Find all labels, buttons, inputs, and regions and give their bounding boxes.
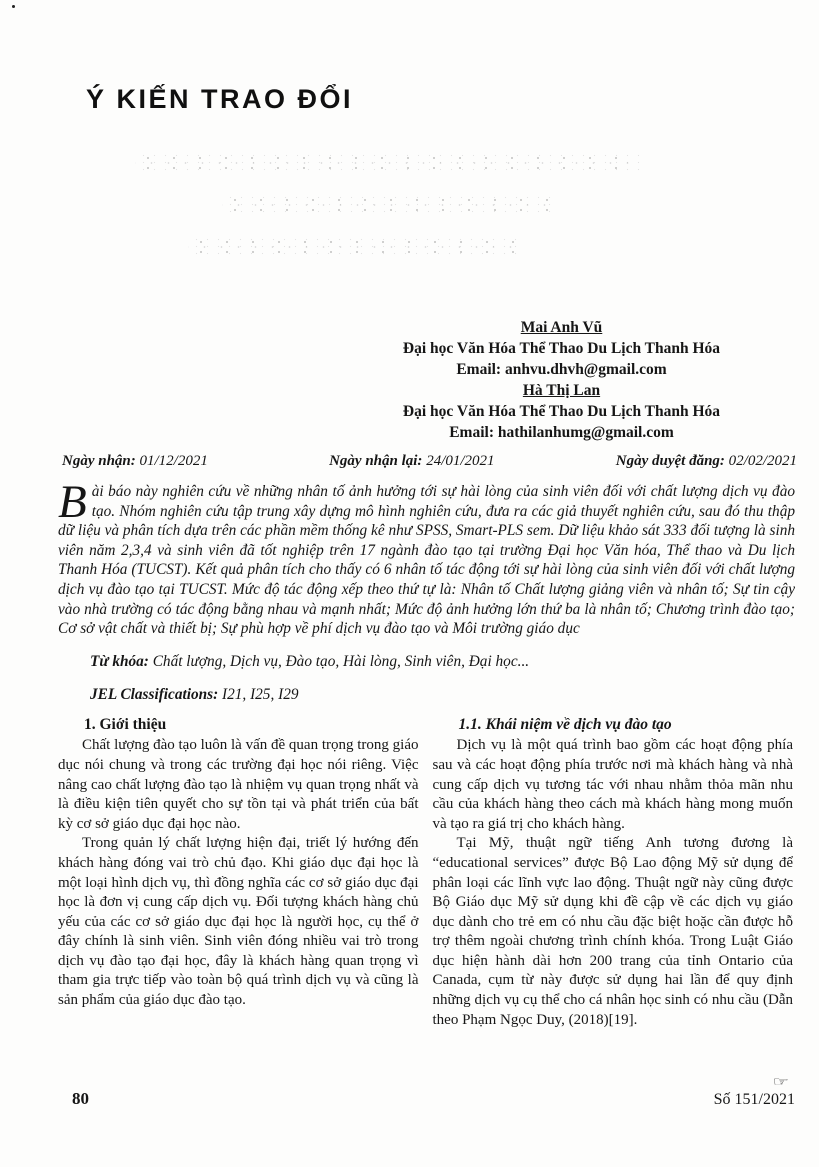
- faded-title-line: [222, 193, 557, 217]
- date-accepted-value: 02/02/2021: [724, 453, 797, 469]
- issue-number: Số 151/2021: [713, 1091, 795, 1108]
- jel-text: I21, I25, I29: [218, 685, 299, 703]
- jel-label: JEL Classifications:: [90, 685, 219, 703]
- author-name: Hà Thị Lan: [522, 382, 601, 399]
- faded-title-line: [135, 151, 640, 175]
- author-affiliation: Đại học Văn Hóa Thể Thao Du Lịch Thanh Hóa: [402, 340, 721, 357]
- body-paragraph: Dịch vụ là một quá trình bao gồm các hoạt động phía sau và các hoạt động phía trước nơi mà khách hàng và nhà cung cấp dịch vụ tương tác với nhau nhằm thỏa mãn nhu cầu của khách hàng theo cách mà khách hàng mong muốn và tạo ra giá trị cho khách hàng.: [432, 737, 793, 832]
- left-column: [58, 715, 419, 1031]
- abstract: [58, 476, 795, 639]
- faded-title-line: [188, 235, 523, 259]
- date-revised-value: 24/01/2021: [422, 453, 495, 469]
- two-column-body: [58, 715, 793, 1031]
- dates-row: [62, 453, 797, 470]
- author-name: Mai Anh Vũ: [520, 319, 603, 336]
- right-column: [433, 715, 794, 1031]
- abstract-text: ài báo này nghiên cứu về những nhân tố ảnh hưởng tới sự hài lòng của sinh viên đối với chất lượng dịch vụ đào tạo. Nhóm nghiên cứu tập trung xây dựng mô hình nghiên cứu, đưa ra các giả thuyết nghiên cứu, sau đó thu thập dữ liệu và phân tích dựa trên các phần mềm thống kê như SPSS, Smart-PLS sem. Dữ liệu khảo sát 333 đối tượng là sinh viên năm 2,3,4 và sinh viên đã tốt nghiệp trên 17 ngành đào tạo tại trường Đại học Văn hóa, Thể thao và Du lịch Thanh Hóa (TUCST). Kết quả phân tích cho thấy có 6 nhân tố tác động tới sự hài lòng của sinh viên đối với chất lượng dịch vụ đào tạo tại TUCST. Mức độ tác động xếp theo thứ tự là: Nhân tố Chất lượng giảng viên và nhân tố; Sự tin cậy vào nhà trường có tác động bằng nhau và mạnh nhất; Mức độ ảnh hưởng lớn thứ ba là nhân tố; Chương trình đào tạo; Cơ sở vật chất và thiết bị; Sự phù hợp về phí dịch vụ đào tạo và Môi trường giáo dục: [58, 483, 795, 638]
- keywords-label: Từ khóa:: [90, 652, 149, 670]
- keywords-line: [90, 651, 795, 672]
- section-title: Ý KIẾN TRAO ĐỔI: [86, 84, 354, 114]
- abstract-dropcap: B: [58, 476, 87, 528]
- author-email: Email: anhvu.dhvh@gmail.com: [456, 361, 667, 378]
- date-accepted-label: Ngày duyệt đăng:: [615, 453, 725, 469]
- body-paragraph: Tại Mỹ, thuật ngữ tiếng Anh tương đương là “educational services” được Bộ Lao động Mỹ sử dụng để phân loại các lĩnh vực lao động. Thuật ngữ này cũng được Bộ Giáo dục Mỹ sử dụng khi đề cập về các dịch vụ giáo dục dành cho trẻ em có nhu cầu đặc biệt hoặc cần được hỗ trợ thêm ngoài chương trình chính khóa. Trong Luật Giáo dục hiện hành dài hơn 200 trang của tỉnh Ontario của Canada, cụm từ này được sử dụng hai lần để quy định những dịch vụ cụ thể cho cá nhân học sinh có nhu cầu (Dẫn theo Phạm Ngọc Duy, (2018)[19].: [432, 835, 793, 1028]
- date-received-value: 01/12/2021: [135, 453, 208, 469]
- date-revised: [329, 453, 494, 470]
- footer-issue-block: [714, 1072, 795, 1109]
- author-email: Email: hathilanhumg@gmail.com: [449, 424, 674, 441]
- date-revised-label: Ngày nhận lại:: [329, 453, 423, 469]
- scan-speck: [12, 5, 15, 8]
- date-accepted: [616, 453, 797, 470]
- date-received: [62, 453, 208, 470]
- page-number: 80: [72, 1089, 89, 1108]
- page-footer: [0, 1072, 819, 1109]
- author-affiliation: Đại học Văn Hóa Thể Thao Du Lịch Thanh Hóa: [402, 403, 721, 420]
- flourish-icon: ☞: [773, 1074, 790, 1089]
- date-received-label: Ngày nhận:: [62, 453, 136, 469]
- right-column-heading: 1.1. Khái niệm về dịch vụ đào tạo: [458, 715, 672, 733]
- faded-article-title: [0, 147, 819, 267]
- left-column-heading: 1. Giới thiệu: [84, 715, 167, 733]
- keywords-text: Chất lượng, Dịch vụ, Đào tạo, Hài lòng, Sinh viên, Đại học...: [148, 652, 530, 670]
- author-block: [324, 317, 799, 443]
- jel-line: [90, 684, 795, 705]
- body-paragraph: Chất lượng đào tạo luôn là vấn đề quan trọng trong giáo dục nói chung và trong các trường đại học nói riêng. Việc nâng cao chất lượng đào tạo là nhiệm vụ quan trọng nhất và là điều kiện tiên quyết cho sự tồn tại và phát triển của bất kỳ cơ sở giáo dục đại học nào.: [58, 737, 419, 832]
- body-paragraph: Trong quản lý chất lượng hiện đại, triết lý hướng đến khách hàng đóng vai trò chủ đạo. Khi giáo dục đại học là một loại hình dịch vụ, thì đồng nghĩa các cơ sở giáo dục đại học là đơn vị cung cấp dịch vụ. Đối tượng khách hàng chủ yếu của các cơ sở giáo dục đại học là người học, cụ thể ở đây chính là sinh viên. Sinh viên đóng nhiều vai trò trong dịch vụ đào tạo đại học, đây là khách hàng quan trọng vì tham gia trực tiếp vào toàn bộ quá trình dịch vụ và cũng là sản phẩm của giáo dục đào tạo.: [58, 835, 419, 1009]
